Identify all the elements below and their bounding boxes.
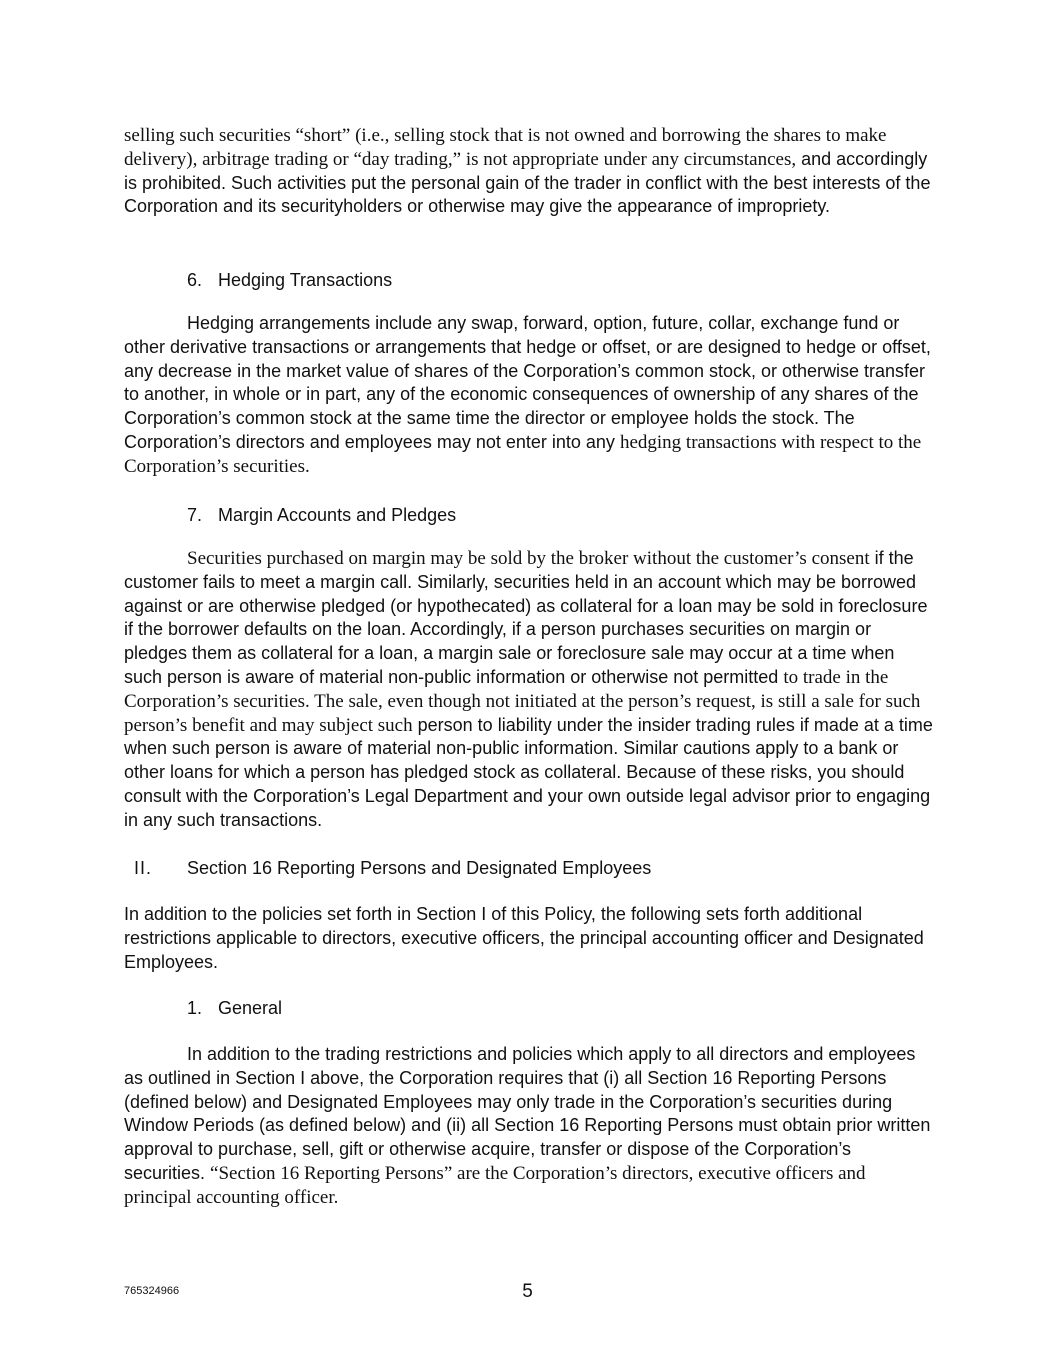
section-7-heading	[187, 503, 456, 527]
section-7-title: Margin Accounts and Pledges	[218, 505, 457, 525]
part-2-numeral: II.	[134, 858, 153, 878]
section-7-body-serif-1: Securities purchased on margin may be sold by the broker without the customer’s consent	[187, 548, 870, 569]
section-7-body	[124, 547, 934, 833]
section-1-heading	[187, 996, 282, 1020]
section-1-body-serif: “Section 16 Reporting Persons” are the Corporation’s directors, executive officers and principal accounting officer.	[124, 1162, 866, 1208]
section-1-number: 1.	[187, 998, 203, 1018]
footer-document-id: 765324966	[124, 1285, 180, 1297]
part-2-intro: In addition to the policies set forth in Section I of this Policy, the following sets forth additional restrictions applicable to directors, executive officers, the principal accounting officer and Designated Employees.	[124, 904, 924, 972]
section-6-heading	[187, 268, 392, 292]
section-7-body-sans-2: person to liability under the insider trading rules if made at a time when such person is aware of material non-public information. Similar cautions apply to a bank or other loans for which a person has pledged stock as collateral. Because of these risks, you should consult with the Corporation’s Legal Department and your own outside legal advisor prior to engaging in any such transactions.	[124, 714, 933, 830]
footer-page-number: 5	[522, 1281, 533, 1302]
section-1-body-sans: In addition to the trading restrictions and policies which apply to all directors and employees as outlined in Section I above, the Corporation requires that (i) all Section 16 Reporting Persons (defined below) and Designated Employees may only trade in the Corporation’s securities during Window Periods (as defined below) and (ii) all Section 16 Reporting Persons must obtain prior written approval to purchase, sell, gift or otherwise acquire, transfer or dispose of the Corporation’s securities.	[124, 1044, 931, 1183]
section-6-title: Hedging Transactions	[218, 270, 393, 290]
intro-paragraph-serif: selling such securities “short” (i.e., selling stock that is not owned and borrowing the shares to make delivery), arbitrage trading or “day trading,” is not appropriate under any circumstances,	[124, 125, 887, 170]
section-6-body-serif: hedging transactions with respect to the Corporation’s securities.	[124, 431, 922, 477]
section-7-body-sans-1: if the customer fails to meet a margin call. Similarly, securities held in an account which may be borrowed against or are otherwise pledged (or hypothecated) as collateral for a loan may be sold in foreclosure if the borrower defaults on the loan. Accordingly, if a person purchases securities on margin or pledges them as collateral for a loan, a margin sale or foreclosure sale may occur at a time when such person is aware of material non-public information or otherwise not permitted	[124, 548, 928, 687]
section-7-number: 7.	[187, 505, 203, 525]
section-6-number: 6.	[187, 270, 203, 290]
section-6-body-sans: Hedging arrangements include any swap, forward, option, future, collar, exchange fund or other derivative transactions or arrangements that hedge or offset, or are designed to hedge or offset, any decrease in the market value of shares of the Corporation’s common stock, or otherwise transfer to another, in whole or in part, any of the economic consequences of ownership of any shares of the Corporation’s common stock at the same time the director or employee holds the stock. The Corporation’s directors and employees may not enter into any	[124, 313, 931, 452]
intro-paragraph-sans: and accordingly is prohibited. Such activities put the personal gain of the trader in conflict with the best interests of the Corporation and its securityholders or otherwise may give the appearance of impropriety.	[124, 148, 931, 217]
section-1-body	[124, 1043, 934, 1210]
intro-paragraph	[124, 124, 934, 219]
section-7-body-serif-2: to trade in the Corporation’s securities. The sale, even though not initiated at the person’s request, is still a sale for such person’s benefit and may subject such	[124, 666, 921, 736]
section-6-body	[124, 312, 934, 479]
part-2-title: Section 16 Reporting Persons and Designated Employees	[187, 858, 652, 878]
section-1-title: General	[218, 998, 283, 1018]
